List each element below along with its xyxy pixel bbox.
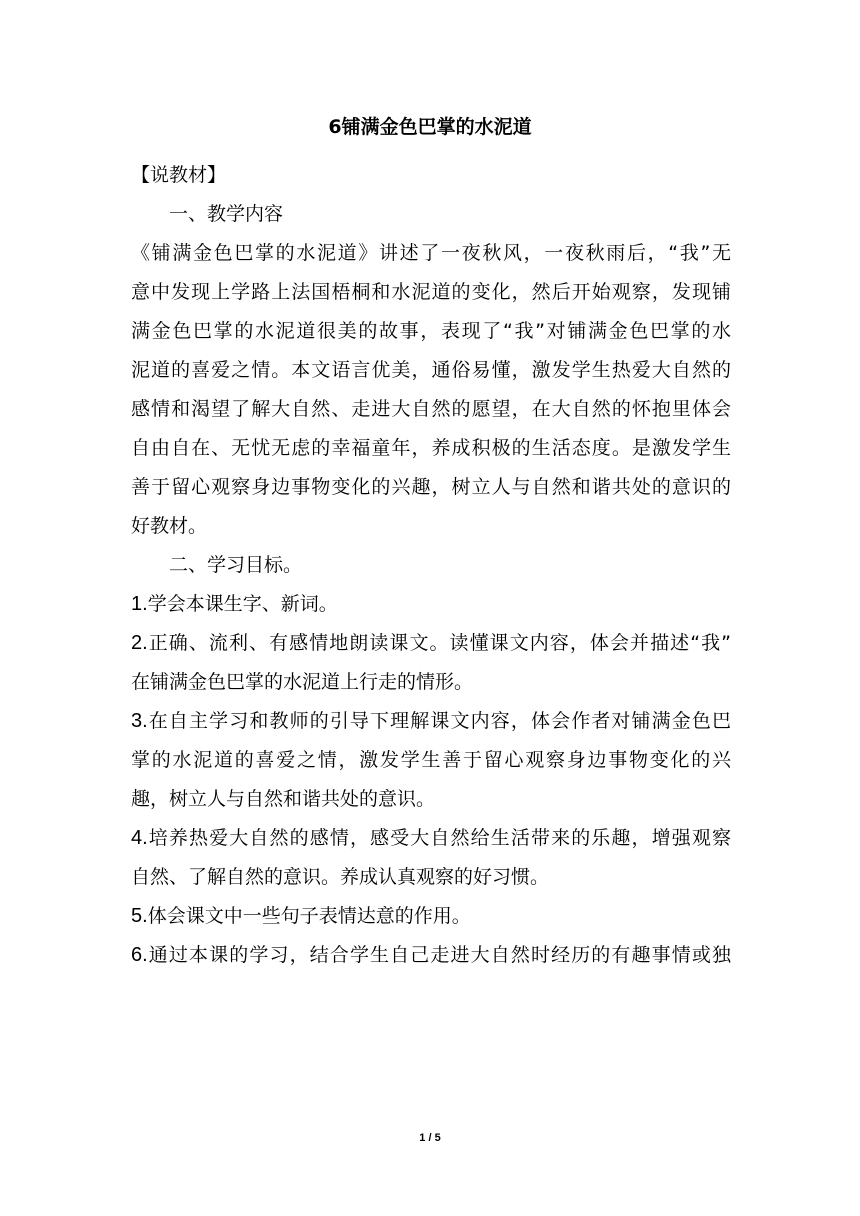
paragraph-line: 《铺满金色巴掌的水泥道》讲述了一夜秋风，一夜秋雨后，“我”无 <box>131 242 731 264</box>
goal-line <box>131 897 731 936</box>
goal-line <box>131 585 731 624</box>
goal-line <box>131 936 731 975</box>
goal-text: 学会本课生字、新词。 <box>147 593 338 615</box>
heading-teaching-content: 一、教学内容 <box>169 203 284 225</box>
goal-text: 培养热爱大自然的感情，感受大自然给生活带来的乐趣，增强观察 <box>147 827 731 849</box>
goal-line <box>131 819 731 858</box>
goal-text: 体会课文中一些句子表情达意的作用。 <box>147 905 471 927</box>
goal-list <box>131 585 731 975</box>
goal-line <box>131 624 731 663</box>
document-title: 6铺满金色巴掌的水泥道 <box>328 116 532 138</box>
goal-line: 趣，树立人与自然和谐共处的意识。 <box>131 788 436 810</box>
heading-learning-goals: 二、学习目标。 <box>169 554 303 576</box>
goal-number: 2. <box>131 632 148 654</box>
paragraph-line: 自由自在、无忧无虑的幸福童年，养成积极的生活态度。是激发学生 <box>131 437 731 459</box>
paragraph-line: 泥道的喜爱之情。本文语言优美，通俗易懂，激发学生热爱大自然的 <box>131 359 731 381</box>
goal-item <box>131 819 731 897</box>
goal-number: 5. <box>131 905 148 927</box>
goal-line: 掌的水泥道的喜爱之情，激发学生善于留心观察身边事物变化的兴 <box>131 749 731 771</box>
document-body <box>131 156 731 975</box>
page-number: 1 / 5 <box>419 1132 441 1144</box>
paragraph-line: 满金色巴掌的水泥道很美的故事，表现了“我”对铺满金色巴掌的水 <box>131 320 731 342</box>
goal-number: 4. <box>131 827 148 849</box>
goal-item <box>131 897 731 936</box>
goal-line: 在铺满金色巴掌的水泥道上行走的情形。 <box>131 671 474 693</box>
paragraph-teaching-content <box>131 234 731 546</box>
paragraph-line: 善于留心观察身边事物变化的兴趣，树立人与自然和谐共处的意识的 <box>131 476 731 498</box>
paragraph-line: 好教材。 <box>131 515 208 537</box>
paragraph-line: 感情和渴望了解大自然、走进大自然的愿望，在大自然的怀抱里体会 <box>131 398 731 420</box>
goal-number: 6. <box>131 944 148 966</box>
goal-text: 通过本课的学习，结合学生自己走进大自然时经历的有趣事情或独 <box>147 944 731 966</box>
paragraph-line: 意中发现上学路上法国梧桐和水泥道的变化，然后开始观察，发现铺 <box>131 281 731 303</box>
goal-item <box>131 585 731 624</box>
goal-text: 在自主学习和教师的引导下理解课文内容，体会作者对铺满金色巴 <box>147 710 731 732</box>
goal-item <box>131 702 731 819</box>
goal-text: 正确、流利、有感情地朗读课文。读懂课文内容，体会并描述“我” <box>147 632 731 654</box>
goal-item <box>131 936 731 975</box>
section-label: 【说教材】 <box>131 164 227 186</box>
goal-line: 自然、了解自然的意识。养成认真观察的好习惯。 <box>131 866 550 888</box>
goal-item <box>131 624 731 702</box>
goal-number: 3. <box>131 710 148 732</box>
goal-number: 1. <box>131 593 148 615</box>
goal-line <box>131 702 731 741</box>
